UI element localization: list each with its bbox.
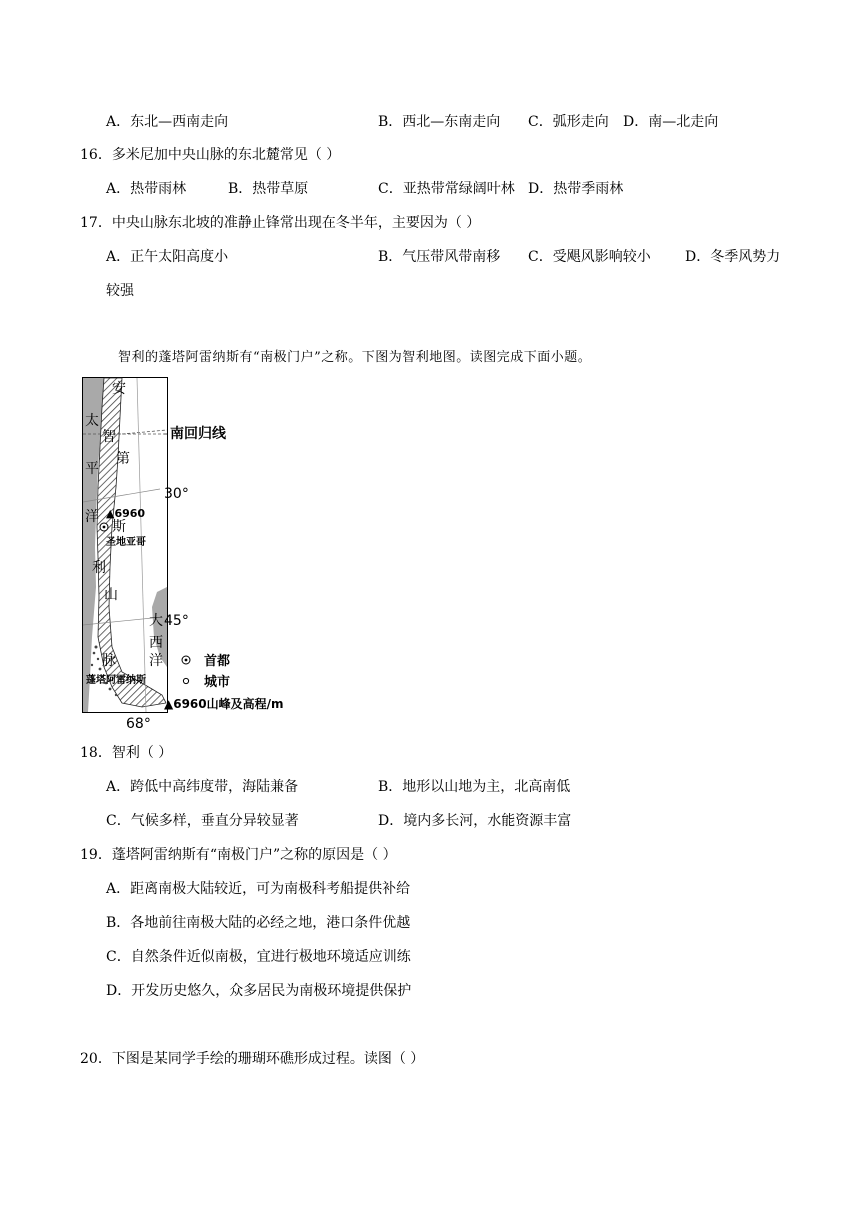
q18-option-c: C．气候多样，垂直分异较显著 (106, 813, 299, 829)
q15-option-c: C．弧形走向 (528, 114, 609, 130)
map-label-zhi: 智 (102, 429, 116, 445)
map-label-si: 斯 (112, 519, 126, 535)
map-label-tai: 太 (85, 413, 99, 429)
legend-peak-label: ▲6960山峰及高程/m (164, 697, 284, 711)
map-label-mai: 脉 (102, 653, 116, 669)
legend-city-icon (183, 678, 188, 683)
q17-option-a: A．正午太阳高度小 (106, 249, 229, 265)
peak-label: ▲6960 (106, 507, 146, 520)
q17-stem: 17．中央山脉东北坡的准静止锋常出现在冬半年，主要因为（ ） (80, 215, 481, 231)
q17-option-d-continuation: 较强 (106, 283, 134, 299)
lon68-label: 68° (126, 716, 151, 729)
q19-option-d: D．开发历史悠久，众多居民为南极环境提供保护 (106, 983, 412, 999)
map-intro: 智利的蓬塔阿雷纳斯有“南极门户”之称。下图为智利地图。读图完成下面小题。 (118, 350, 592, 365)
q16-stem: 16．多米尼加中央山脉的东北麓常见（ ） (80, 147, 341, 163)
map-label-di: 第 (116, 451, 130, 467)
q18-option-b: B．地形以山地为主，北高南低 (378, 779, 571, 795)
map-label-da: 大 (149, 613, 163, 629)
q19-stem: 19．蓬塔阿雷纳斯有“南极门户”之称的原因是（ ） (80, 847, 397, 863)
legend-city-label: 城市 (204, 675, 231, 690)
q20-stem: 20．下图是某同学手绘的珊瑚环礁形成过程。读图（ ） (80, 1051, 425, 1067)
q17-option-c: C．受飓风影响较小 (528, 249, 651, 265)
q17-option-d: D．冬季风势力 (685, 249, 781, 265)
map-label-an: 安 (112, 381, 126, 397)
legend-capital-label: 首都 (204, 654, 231, 669)
q19-option-a: A．距离南极大陆较近，可为南极科考船提供补给 (106, 881, 411, 897)
q16-option-c: C．亚热带常绿阔叶林 (378, 181, 515, 197)
q16-option-d: D．热带季雨林 (528, 181, 624, 197)
map-label-ping: 平 (85, 461, 99, 477)
map-label-xi: 西 (149, 635, 163, 651)
q16-option-b: B．热带草原 (228, 181, 309, 197)
map-label-yang2: 洋 (149, 653, 163, 669)
q18-option-d: D．境内多长河，水能资源丰富 (378, 813, 572, 829)
map-label-yang: 洋 (85, 509, 99, 525)
q15-option-d: D．南—北走向 (623, 114, 719, 130)
chile-map (82, 377, 382, 729)
lat30-label: 30° (164, 486, 189, 502)
santiago-label: 圣地亚哥 (106, 537, 146, 548)
map-label-li: 利 (92, 560, 106, 576)
lat45-label: 45° (164, 613, 189, 629)
q15-option-b: B．西北—东南走向 (378, 114, 501, 130)
q18-option-a: A．跨低中高纬度带，海陆兼备 (106, 779, 299, 795)
q19-option-b: B．各地前往南极大陆的必经之地，港口条件优越 (106, 915, 411, 931)
q17-option-b: B．气压带风带南移 (378, 249, 501, 265)
map-label-shan: 山 (104, 587, 118, 603)
q18-stem: 18．智利（ ） (80, 745, 173, 761)
punta-arenas-label: 蓬塔阿雷纳斯 (86, 675, 146, 686)
tropic-label: 南回归线 (170, 426, 226, 442)
q16-option-a: A．热带雨林 (106, 181, 187, 197)
q19-option-c: C．自然条件近似南极，宜进行极地环境适应训练 (106, 949, 411, 965)
q15-option-a: A．东北—西南走向 (106, 114, 229, 130)
